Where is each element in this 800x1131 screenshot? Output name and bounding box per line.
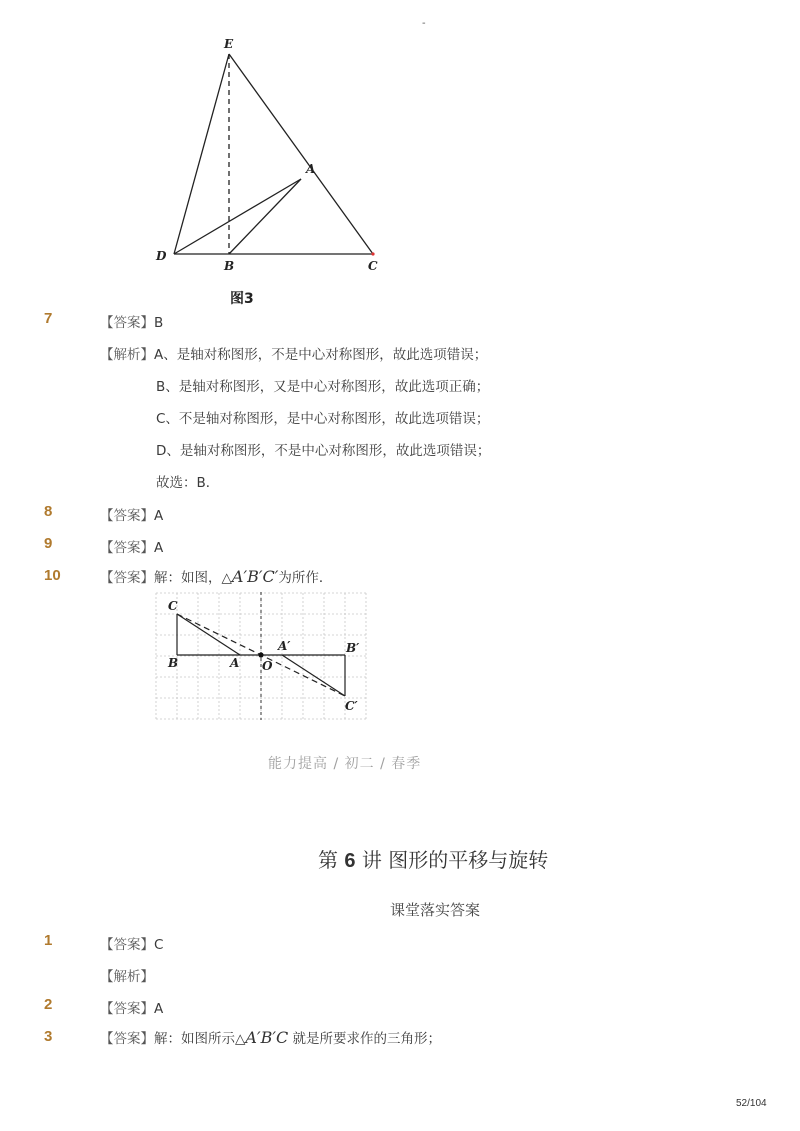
lecture-number: 6: [344, 850, 356, 872]
point-C-marker: [371, 252, 374, 255]
top-mark: -: [422, 18, 426, 29]
answer-value: B: [154, 315, 164, 331]
label-B: B: [224, 259, 235, 273]
question-number-3: 3: [44, 1028, 53, 1045]
analysis-label: 【解析】: [100, 969, 154, 985]
label-D: D: [156, 249, 167, 263]
label-B-prime: B′: [346, 641, 360, 655]
answer-row-10: [100, 566, 332, 586]
answer-text: 解：如图所示△: [154, 1031, 246, 1047]
segment-EC: [229, 54, 373, 254]
answer-label: 【答案】: [100, 570, 154, 586]
analysis-line: B、是轴对称图形，又是中心对称图形，故此选项正确；: [156, 379, 490, 395]
answer-text-end: 就是所要求作的三角形；: [292, 1031, 442, 1047]
answer-row-9: [100, 536, 163, 556]
segment-DA: [174, 179, 301, 254]
answer-row-3: [100, 1027, 441, 1047]
label-O: O: [262, 659, 273, 673]
figure-3-diagram: [150, 30, 390, 280]
lecture-prefix: 第: [318, 848, 338, 872]
answer-value: C: [154, 937, 164, 953]
answer-label: 【答案】: [100, 315, 154, 331]
analysis-conclusion: 故选：B．: [156, 475, 220, 491]
label-C: C: [168, 599, 178, 613]
label-B: B: [168, 656, 179, 670]
label-C-prime: C′: [345, 699, 358, 713]
answer-row-2: [100, 997, 163, 1017]
answer-label: 【答案】: [100, 1031, 154, 1047]
analysis-line: C、不是轴对称图形，是中心对称图形，故此选项错误；: [156, 411, 490, 427]
answer-value: A: [154, 1001, 164, 1017]
answer-label: 【答案】: [100, 1001, 154, 1017]
question-number-8: 8: [44, 503, 53, 520]
segment-CA: [177, 614, 240, 655]
answer-text-end: 为所作．: [278, 570, 333, 586]
label-A-prime: A′: [278, 639, 291, 653]
course-meta: 能力提高 / 初二 / 春季: [268, 756, 422, 772]
triangle-name: A′B′C′: [231, 567, 279, 586]
point-O: [258, 652, 263, 657]
answer-row-8: [100, 504, 163, 524]
analysis-line: A、是轴对称图形，不是中心对称图形，故此选项错误；: [154, 347, 488, 363]
question-number-7: 7: [44, 310, 53, 327]
answer-label: 【答案】: [100, 937, 154, 953]
answer-row-1: [100, 933, 163, 953]
triangle-name: A′B′C: [245, 1028, 289, 1047]
segment-A1C1: [282, 655, 345, 696]
question-number-10: 10: [44, 567, 61, 584]
question-number-9: 9: [44, 535, 53, 552]
answer-row-7: [100, 311, 163, 331]
question-number-1: 1: [44, 932, 53, 949]
page-number: 52/104: [736, 1098, 767, 1109]
question-number-2: 2: [44, 996, 53, 1013]
rotation-grid-figure: [150, 588, 372, 723]
segment-ED: [174, 54, 229, 254]
lecture-name: 讲 图形的平移与旋转: [361, 848, 549, 872]
analysis-label: 【解析】: [100, 347, 154, 363]
analysis-row-7: [100, 343, 487, 363]
answer-label: 【答案】: [100, 508, 154, 524]
label-A: A: [306, 162, 316, 176]
label-C: C: [368, 259, 378, 273]
label-A: A: [230, 656, 240, 670]
segment-BA: [229, 179, 301, 254]
section-title: 课堂落实答案: [390, 901, 481, 919]
answer-value: A: [154, 508, 164, 524]
answer-value: A: [154, 540, 164, 556]
answer-text: 解：如图，△: [154, 570, 232, 586]
figure-3-caption: 图3: [230, 291, 254, 307]
analysis-row-1: [100, 965, 154, 985]
answer-label: 【答案】: [100, 540, 154, 556]
lecture-title: [318, 844, 548, 873]
label-E: E: [224, 37, 234, 51]
analysis-line: D、是轴对称图形，不是中心对称图形，故此选项错误；: [156, 443, 491, 459]
